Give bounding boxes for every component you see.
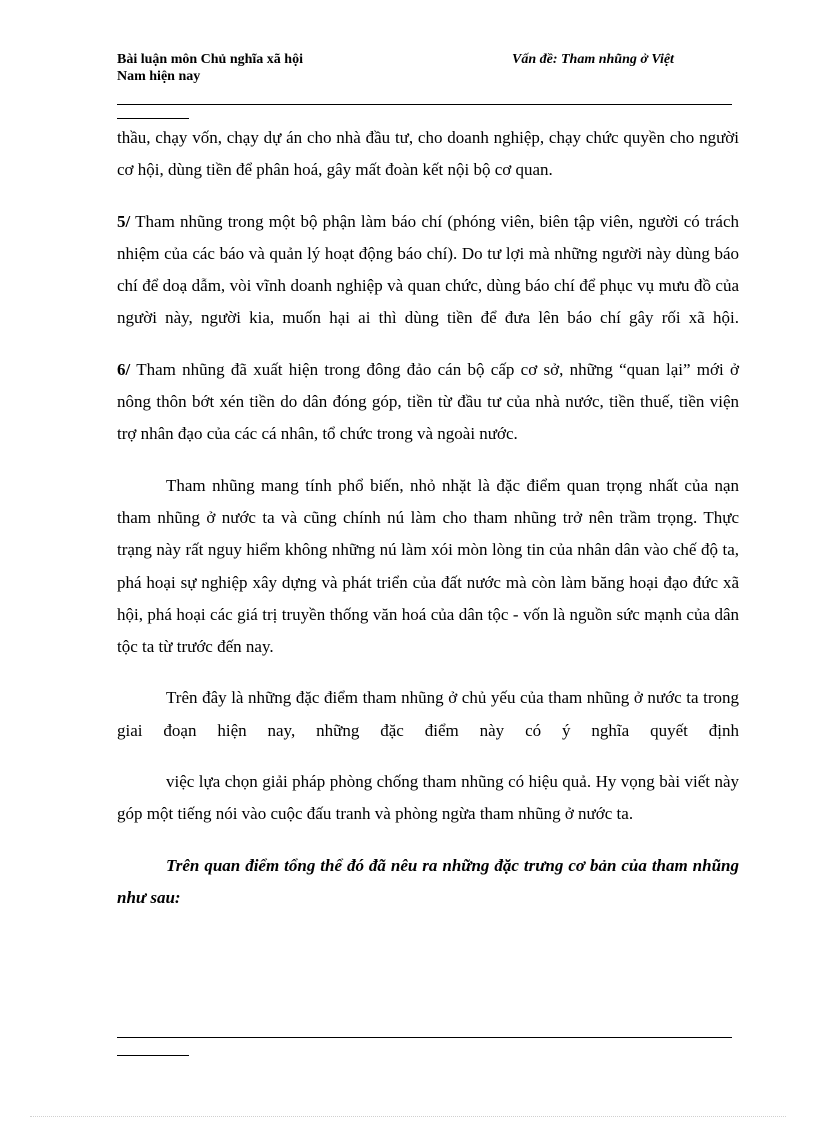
body-text: [117, 122, 739, 914]
item-number-5: 5/: [117, 211, 131, 231]
header-left: [117, 51, 303, 85]
paragraph-9: việc lựa chọn giải pháp phòng chống tham nhũng có hiệu quả. Hy vọng bài viết này góp một tiếng nói vào cuộc đấu tranh và phòng ngừa tham nhũng ở nước ta.: [117, 772, 739, 824]
paragraph-continued: thầu, chạy vốn, chạy dự án cho nhà đầu tư, cho doanh nghiệp, chạy chức quyền cho người cơ hội, dùng tiền để phân hoá, gây mất đoàn kết nội bộ cơ quan.: [117, 128, 739, 180]
page-bottom-border: [30, 1116, 786, 1117]
header-left-line1: Bài luận môn Chủ nghĩa xã hội: [117, 52, 303, 67]
paragraph-8: Trên đây là những đặc điểm tham nhũng ở chủ yếu của tham nhũng ở nước ta trong giai đoạn hiện nay, những đặc điểm này có ý nghĩa quyết định: [117, 688, 739, 740]
paragraph-7: Tham nhũng mang tính phổ biến, nhỏ nhặt là đặc điểm quan trọng nhất của nạn tham nhũng ở nước ta và cũng chính nú làm cho tham nhũng trở nên trầm trọng. Thực trạng này rất nguy hiểm không những nú làm xói mòn lòng tin của nhân dân vào chế độ ta, phá hoại sự nghiệp xây dựng và phát triển của đất nước mà còn làm băng hoại đạo đức xã hội, phá hoại các giá trị truyền thống văn hoá của dân tộc - vốn là nguồn sức mạnh của dân tộc ta từ trước đến nay.: [117, 475, 739, 657]
paragraph-6-text: Tham nhũng đã xuất hiện trong đông đảo cán bộ cấp cơ sở, những “quan lại” mới ở nông thôn bớt xén tiền do dân đóng góp, tiền từ đầu tư của nhà nước, tiền thuế, tiền viện trợ nhân đạo của các cá nhân, tổ chức trong và ngoài nước.: [117, 359, 739, 444]
paragraph-5-text: Tham nhũng trong một bộ phận làm báo chí (phóng viên, biên tập viên, người có trách nhiệm của các báo và quản lý hoạt động báo chí). Do tư lợi mà những người này dùng báo chí để doạ dẫm, vòi vĩnh doanh nghiệp và quan chức, dùng báo chí để phục vụ mưu đồ của người này, người kia, muốn hại ai thì dùng tiền để đưa lên báo chí gây rối xã hội.: [117, 211, 739, 328]
header-left-line2: Nam hiện nay: [117, 69, 201, 84]
paragraph-6: [117, 354, 739, 451]
conclusion-heading: Trên quan điểm tổng thể đó đã nêu ra những đặc trưng cơ bản của tham nhũng như sau:: [117, 855, 739, 907]
paragraph-5: [117, 206, 739, 335]
header-right: Vấn đề: Tham nhũng ở Việt: [512, 52, 674, 67]
item-number-6: 6/: [117, 359, 131, 379]
footer-rule: [117, 1037, 732, 1038]
footer-rule-short: [117, 1055, 189, 1056]
header-rule: [117, 104, 732, 105]
header-rule-short: [117, 118, 189, 119]
